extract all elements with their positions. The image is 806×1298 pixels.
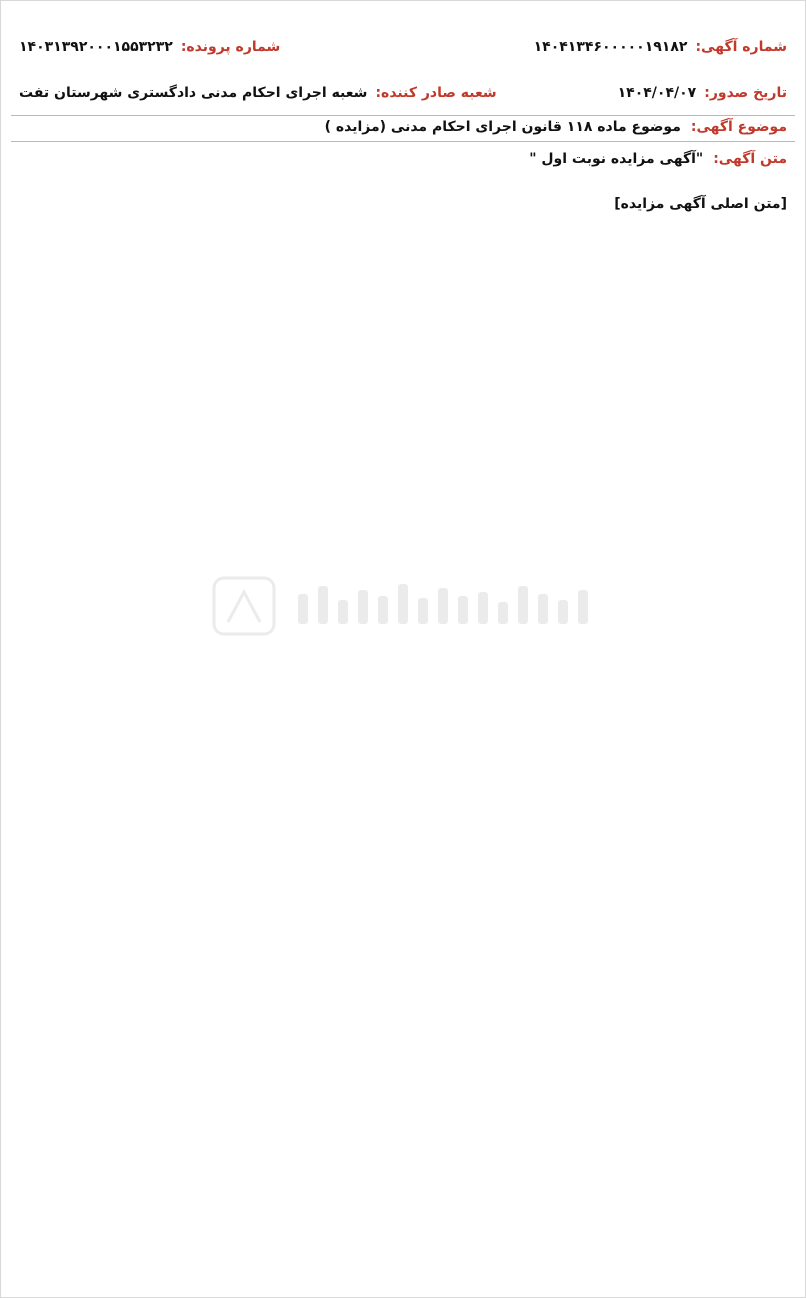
issue-date-field <box>618 85 787 101</box>
issuing-branch-label: شعبه صادر کننده: <box>375 85 497 101</box>
issue-date-label: تاریخ صدور: <box>704 85 787 101</box>
case-number-value: ۱۴۰۳۱۳۹۲۰۰۰۱۵۵۳۲۳۲ <box>19 39 173 55</box>
subject-value: موضوع ماده ۱۱۸ قانون اجرای احکام مدنی (مزایده ) <box>324 119 681 135</box>
issue-date-value: ۱۴۰۴/۰۴/۰۷ <box>617 85 697 101</box>
text-heading-label: متن آگهی: <box>713 151 787 167</box>
issuing-branch-field <box>19 85 497 101</box>
text-heading <box>19 151 787 167</box>
ad-number-label: شماره آگهی: <box>695 39 787 55</box>
case-number-label: شماره پرونده: <box>180 39 281 55</box>
header-grid <box>19 31 787 115</box>
header-divider <box>11 115 795 116</box>
subject-divider <box>11 141 795 142</box>
text-heading-value: "آگهی مزایده نوبت اول " <box>529 151 704 167</box>
case-number-field <box>19 39 280 55</box>
ad-number-field <box>534 39 787 55</box>
header-row-bottom <box>19 77 787 109</box>
header-row-top <box>19 31 787 63</box>
notice-body-text: [متن اصلی آگهی مزایده] <box>614 196 787 212</box>
issuing-branch-value: شعبه اجرای احکام مدنی دادگستری شهرستان تفت <box>19 85 368 101</box>
subject-label: موضوع آگهی: <box>690 119 787 135</box>
ad-number-value: ۱۴۰۴۱۳۴۶۰۰۰۰۰۱۹۱۸۲ <box>533 39 688 55</box>
subject-row <box>19 119 787 135</box>
